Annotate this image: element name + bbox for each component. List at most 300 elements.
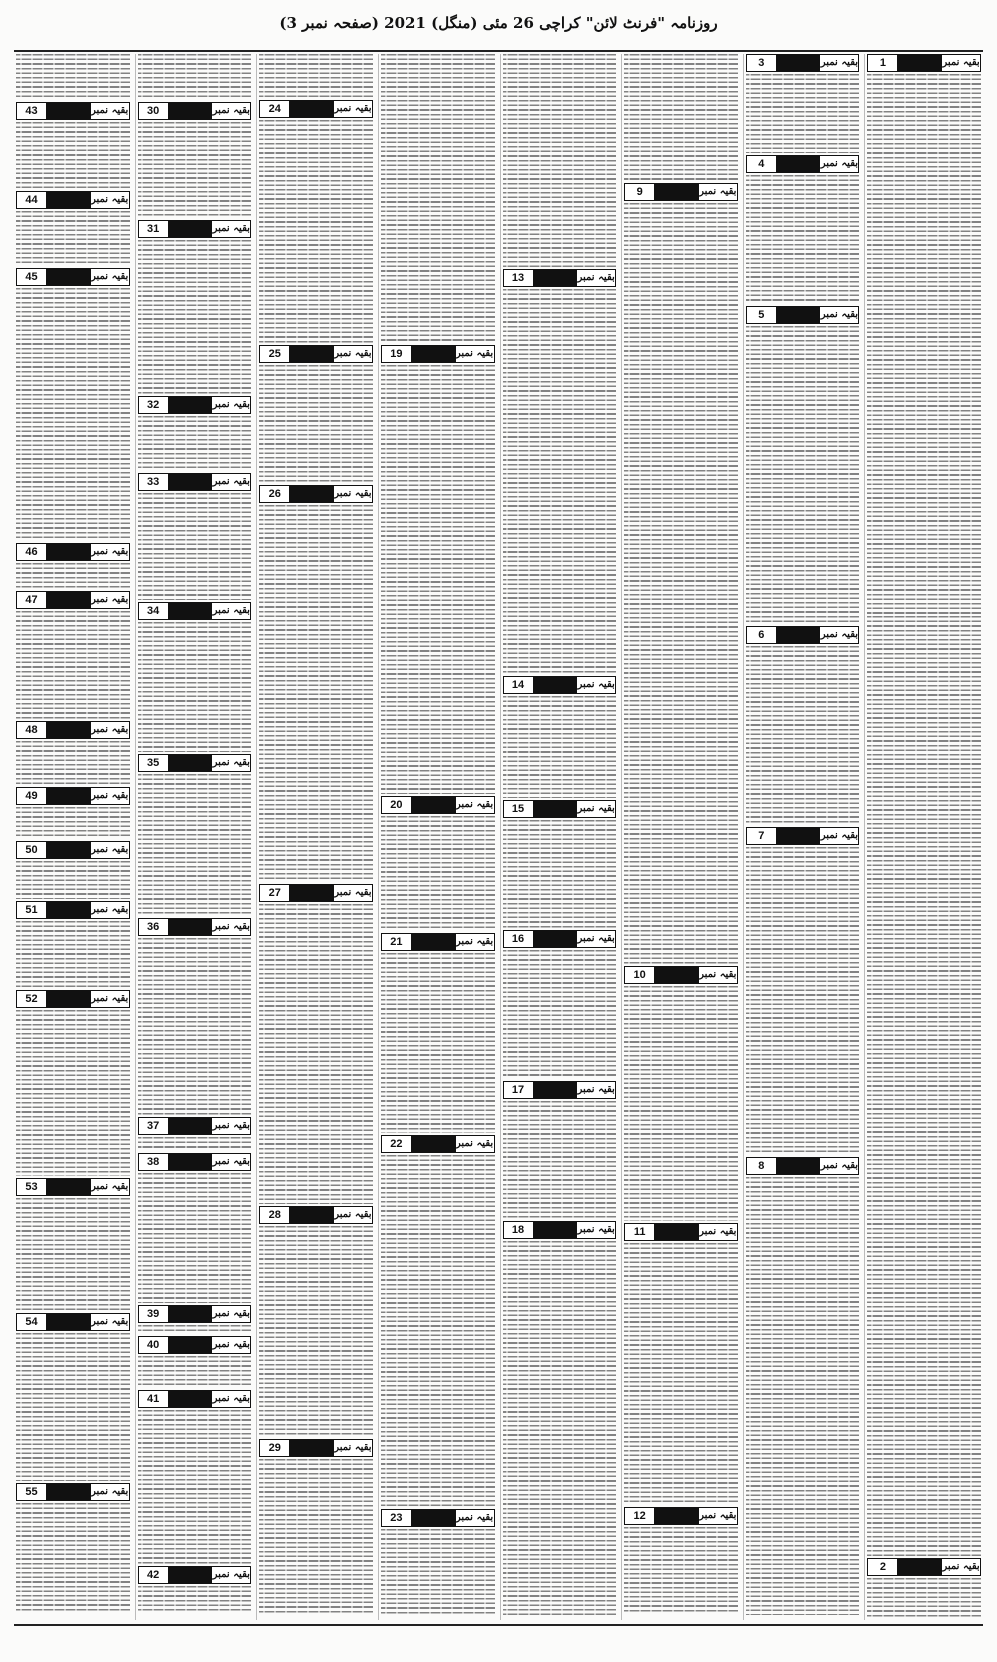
header-black-bar: [168, 603, 213, 619]
header-black-bar: [654, 184, 699, 200]
continuation-header: [16, 543, 130, 561]
continuation-number: 3: [747, 55, 776, 71]
article-body-text: [624, 54, 738, 181]
header-black-bar: [168, 221, 213, 237]
header-black-bar: [776, 828, 821, 844]
header-black-bar: [533, 270, 578, 286]
continuation-label: بقیہ نمبر: [212, 221, 250, 237]
continuation-number: 36: [139, 919, 168, 935]
header-black-bar: [289, 1440, 334, 1456]
continuation-number: 43: [17, 103, 46, 119]
header-black-bar: [46, 788, 91, 804]
continuation-block-43: [16, 102, 130, 189]
continuation-block-47: [16, 591, 130, 719]
header-black-bar: [533, 1082, 578, 1098]
continuation-label: بقیہ نمبر: [91, 1314, 129, 1330]
article-body-text: [138, 1410, 252, 1564]
continuation-block-31: [138, 220, 252, 394]
header-black-bar: [776, 55, 821, 71]
continuation-block-39: [138, 1305, 252, 1334]
continuation-number: 18: [504, 1222, 533, 1238]
continuation-label: بقیہ نمبر: [91, 788, 129, 804]
continuation-number: 16: [504, 931, 533, 947]
continuation-label: بقیہ نمبر: [212, 1154, 250, 1170]
article-body-text: [867, 1578, 981, 1618]
continuation-header: [259, 485, 373, 503]
header-black-bar: [46, 269, 91, 285]
header-black-bar: [897, 1559, 942, 1575]
article-body-text: [259, 904, 373, 1204]
continuation-label: بقیہ نمبر: [456, 1136, 494, 1152]
header-black-bar: [654, 1224, 699, 1240]
continuation-block-27: [259, 884, 373, 1204]
article-body-text: [138, 1325, 252, 1334]
continuation-label: بقیہ نمبر: [91, 1179, 129, 1195]
continuation-number: 41: [139, 1391, 168, 1407]
continuation-number: 50: [17, 842, 46, 858]
column-8: [14, 54, 132, 1620]
continuation-block-1: [867, 54, 981, 614]
continuation-block-34: [138, 602, 252, 752]
continuation-header: [16, 1313, 130, 1331]
continuation-label: بقیہ نمبر: [91, 269, 129, 285]
continuation-label: بقیہ نمبر: [699, 967, 737, 983]
header-black-bar: [168, 1118, 213, 1134]
header-black-bar: [289, 346, 334, 362]
continuation-header: [138, 1117, 252, 1135]
continuation-label: بقیہ نمبر: [91, 592, 129, 608]
continuation-header: [16, 841, 130, 859]
column-7: [135, 54, 254, 1620]
continuation-number: 55: [17, 1484, 46, 1500]
continuation-block-38: [138, 1153, 252, 1303]
continuation-header: [138, 1305, 252, 1323]
continuation-header: [138, 473, 252, 491]
article-body-text: [746, 74, 860, 153]
continuation-block-24: [259, 100, 373, 343]
continuation-block-42: [138, 1566, 252, 1612]
continuation-label: بقیہ نمبر: [577, 801, 615, 817]
continuation-block-3: [746, 54, 860, 153]
article-body-text: [16, 563, 130, 589]
continuation-label: بقیہ نمبر: [456, 934, 494, 950]
continuation-block-25: [259, 345, 373, 483]
continuation-header: [16, 787, 130, 805]
continuation-number: 19: [382, 346, 411, 362]
continuation-block-6: [746, 626, 860, 825]
article-body-text: [259, 1459, 373, 1615]
continuation-number: 38: [139, 1154, 168, 1170]
continuation-number: 51: [17, 902, 46, 918]
continuation-header: [259, 1439, 373, 1457]
column-4: [500, 54, 619, 1620]
continuation-label: بقیہ نمبر: [334, 1440, 372, 1456]
article-body-text: [624, 986, 738, 1221]
continuation-number: 11: [625, 1224, 654, 1240]
continuation-number: 49: [17, 788, 46, 804]
continuation-block-55: [16, 1483, 130, 1611]
article-body-text: [16, 288, 130, 541]
continuation-block-4: [746, 155, 860, 304]
continuation-header: [503, 1221, 617, 1239]
header-black-bar: [411, 1136, 456, 1152]
column-3: [621, 54, 740, 1620]
continuation-block-46: [16, 543, 130, 589]
continuation-block-22: [381, 1135, 495, 1507]
continuation-number: 15: [504, 801, 533, 817]
continuation-block-17: [503, 1081, 617, 1219]
article-body-text: [503, 289, 617, 674]
header-black-bar: [776, 156, 821, 172]
article-body-text: [259, 54, 373, 98]
continuation-label: بقیہ نمبر: [699, 1224, 737, 1240]
article-body-text: [16, 807, 130, 839]
continuation-label: بقیہ نمبر: [577, 931, 615, 947]
header-black-bar: [168, 1337, 213, 1353]
article-body-text: [381, 365, 495, 794]
continuation-block-10: [624, 966, 738, 1221]
continuation-label: بقیہ نمبر: [212, 103, 250, 119]
header-black-bar: [46, 902, 91, 918]
header-black-bar: [168, 397, 213, 413]
header-black-bar: [533, 1222, 578, 1238]
continuation-block-53: [16, 1178, 130, 1311]
continuation-number: 10: [625, 967, 654, 983]
header-black-bar: [776, 1158, 821, 1174]
continuation-label: بقیہ نمبر: [820, 307, 858, 323]
continuation-block-14: [503, 676, 617, 798]
continuation-number: 7: [747, 828, 776, 844]
header-black-bar: [654, 967, 699, 983]
continuation-label: بقیہ نمبر: [334, 1207, 372, 1223]
continuation-block-26: [259, 485, 373, 882]
continuation-label: بقیہ نمبر: [212, 1306, 250, 1322]
continuation-header: [16, 268, 130, 286]
continued-text-block: [259, 54, 373, 98]
continuation-header: [503, 800, 617, 818]
continuation-header: [16, 721, 130, 739]
continuation-header: [138, 754, 252, 772]
continuation-header: [16, 1178, 130, 1196]
continuation-label: بقیہ نمبر: [91, 1484, 129, 1500]
continuation-number: 28: [260, 1207, 289, 1223]
article-body-text: [16, 1198, 130, 1311]
continuation-number: 17: [504, 1082, 533, 1098]
continuation-block-44: [16, 191, 130, 266]
continuation-header: [138, 1566, 252, 1584]
article-body-text: [16, 611, 130, 719]
continuation-number: 22: [382, 1136, 411, 1152]
continuation-number: 1: [868, 55, 897, 71]
continuation-number: 29: [260, 1440, 289, 1456]
article-body-text: [16, 54, 130, 100]
continuation-block-52: [16, 990, 130, 1176]
header-black-bar: [168, 1567, 213, 1583]
continuation-number: 54: [17, 1314, 46, 1330]
header-black-bar: [46, 1314, 91, 1330]
column-2: [743, 54, 862, 1620]
continuation-header: [746, 626, 860, 644]
continuation-number: 21: [382, 934, 411, 950]
continuation-label: بقیہ نمبر: [91, 103, 129, 119]
continuation-header: [138, 102, 252, 120]
article-body-text: [138, 54, 252, 100]
article-body-text: [16, 921, 130, 988]
continuation-header: [16, 191, 130, 209]
continuation-number: 25: [260, 346, 289, 362]
header-black-bar: [168, 103, 213, 119]
continuation-block-35: [138, 754, 252, 916]
continuation-header: [381, 796, 495, 814]
continuation-header: [259, 100, 373, 118]
continuation-block-30: [138, 102, 252, 218]
column-5: [378, 54, 497, 1620]
continuation-header: [746, 155, 860, 173]
continuation-block-19: [381, 345, 495, 794]
article-body-text: [138, 938, 252, 1115]
columns-container: [14, 54, 983, 1620]
continuation-block-16: [503, 930, 617, 1079]
continuation-number: 2: [868, 1559, 897, 1575]
article-body-text: [746, 1177, 860, 1615]
header-black-bar: [411, 1510, 456, 1526]
continuation-block-7: [746, 827, 860, 1155]
article-body-text: [16, 861, 130, 899]
continuation-label: بقیہ نمبر: [456, 1510, 494, 1526]
article-body-text: [259, 1226, 373, 1437]
continuation-number: 32: [139, 397, 168, 413]
continuation-number: 13: [504, 270, 533, 286]
continuation-block-23: [381, 1509, 495, 1615]
continuation-header: [503, 930, 617, 948]
header-black-bar: [897, 55, 942, 71]
article-body-text: [867, 74, 981, 614]
article-body-text: [138, 1173, 252, 1303]
header-black-bar: [168, 474, 213, 490]
continuation-header: [138, 1390, 252, 1408]
continuation-block-18: [503, 1221, 617, 1615]
continuation-label: بقیہ نمبر: [456, 346, 494, 362]
continuation-label: بقیہ نمبر: [577, 270, 615, 286]
continuation-header: [746, 306, 860, 324]
continuation-header: [381, 1135, 495, 1153]
article-body-text: [16, 1503, 130, 1611]
article-body-text: [746, 175, 860, 304]
continuation-label: بقیہ نمبر: [212, 397, 250, 413]
header-black-bar: [654, 1508, 699, 1524]
column-1: [864, 54, 983, 1620]
header-black-bar: [168, 755, 213, 771]
header-black-bar: [46, 991, 91, 1007]
continuation-header: [259, 345, 373, 363]
continuation-block-28: [259, 1206, 373, 1437]
header-black-bar: [168, 1391, 213, 1407]
continuation-number: 34: [139, 603, 168, 619]
header-black-bar: [411, 346, 456, 362]
continuation-label: بقیہ نمبر: [334, 486, 372, 502]
continuation-number: 44: [17, 192, 46, 208]
continuation-header: [259, 1206, 373, 1224]
header-black-bar: [289, 1207, 334, 1223]
continuation-label: بقیہ نمبر: [91, 902, 129, 918]
continuation-number: 35: [139, 755, 168, 771]
article-body-text: [138, 1137, 252, 1151]
continuation-label: بقیہ نمبر: [577, 1222, 615, 1238]
continuation-header: [503, 1081, 617, 1099]
article-body-text: [381, 953, 495, 1133]
continuation-header: [624, 966, 738, 984]
header-black-bar: [168, 1154, 213, 1170]
continuation-number: 6: [747, 627, 776, 643]
continuation-block-11: [624, 1223, 738, 1505]
article-body-text: [138, 416, 252, 471]
continuation-block-32: [138, 396, 252, 471]
continued-text-block: [503, 54, 617, 267]
article-body-text: [16, 211, 130, 266]
header-black-bar: [46, 544, 91, 560]
continuation-number: 23: [382, 1510, 411, 1526]
article-body-text: [138, 122, 252, 218]
continued-text-block: [16, 54, 130, 100]
continuation-block-50: [16, 841, 130, 899]
continuation-block-33: [138, 473, 252, 600]
continuation-number: 39: [139, 1306, 168, 1322]
continuation-header: [624, 1223, 738, 1241]
continuation-label: بقیہ نمبر: [334, 346, 372, 362]
article-body-text: [138, 774, 252, 916]
article-body-text: [138, 493, 252, 600]
continuation-label: بقیہ نمبر: [212, 1391, 250, 1407]
article-body-text: [503, 1101, 617, 1219]
continuation-header: [624, 183, 738, 201]
continuation-label: بقیہ نمبر: [820, 1158, 858, 1174]
article-body-text: [259, 365, 373, 483]
continuation-block-15: [503, 800, 617, 928]
article-body-text: [259, 120, 373, 343]
continuation-block-12: [624, 1507, 738, 1614]
continuation-block-54: [16, 1313, 130, 1481]
continuation-label: بقیہ نمبر: [699, 1508, 737, 1524]
article-body-text: [381, 816, 495, 931]
continuation-header: [138, 602, 252, 620]
continuation-number: 48: [17, 722, 46, 738]
continuation-label: بقیہ نمبر: [942, 55, 980, 71]
continuation-number: 30: [139, 103, 168, 119]
continuation-label: بقیہ نمبر: [91, 192, 129, 208]
continuation-block-51: [16, 901, 130, 988]
continuation-label: بقیہ نمبر: [942, 1559, 980, 1575]
continuation-header: [867, 54, 981, 72]
continuation-number: 27: [260, 885, 289, 901]
continuation-header: [16, 990, 130, 1008]
continuation-label: بقیہ نمبر: [212, 1337, 250, 1353]
continuation-label: بقیہ نمبر: [699, 184, 737, 200]
continuation-number: 12: [625, 1508, 654, 1524]
continuation-block-41: [138, 1390, 252, 1564]
bottom-rule: [14, 1624, 983, 1626]
article-body-text: [259, 505, 373, 882]
continuation-block-37: [138, 1117, 252, 1151]
continuation-label: بقیہ نمبر: [91, 544, 129, 560]
continuation-header: [138, 1336, 252, 1354]
header-black-bar: [533, 801, 578, 817]
continuation-label: بقیہ نمبر: [212, 919, 250, 935]
continuation-header: [16, 901, 130, 919]
continuation-number: 47: [17, 592, 46, 608]
continuation-label: بقیہ نمبر: [212, 474, 250, 490]
header-black-bar: [533, 677, 578, 693]
continued-text-block: [381, 54, 495, 343]
continuation-header: [138, 220, 252, 238]
continuation-block-8: [746, 1157, 860, 1615]
column-6: [256, 54, 375, 1620]
header-black-bar: [168, 919, 213, 935]
continuation-number: 8: [747, 1158, 776, 1174]
header-black-bar: [289, 101, 334, 117]
header-black-bar: [776, 307, 821, 323]
continuation-header: [746, 54, 860, 72]
article-body-text: [138, 240, 252, 394]
continuation-number: 40: [139, 1337, 168, 1353]
continuation-header: [503, 269, 617, 287]
article-body-text: [381, 54, 495, 343]
continuation-label: بقیہ نمبر: [91, 842, 129, 858]
continuation-label: بقیہ نمبر: [212, 603, 250, 619]
header-black-bar: [46, 592, 91, 608]
continuation-label: بقیہ نمبر: [577, 1082, 615, 1098]
continuation-block-36: [138, 918, 252, 1115]
continuation-number: 9: [625, 184, 654, 200]
header-black-bar: [533, 931, 578, 947]
header-black-bar: [289, 885, 334, 901]
continuation-block-20: [381, 796, 495, 931]
continuation-header: [16, 591, 130, 609]
article-body-text: [624, 1527, 738, 1614]
article-body-text: [746, 646, 860, 825]
article-body-text: [867, 616, 981, 1556]
article-body-text: [503, 54, 617, 267]
continuation-number: 26: [260, 486, 289, 502]
header-black-bar: [46, 192, 91, 208]
continuation-block-2: [867, 1558, 981, 1618]
header-black-bar: [168, 1306, 213, 1322]
continuation-block-9: [624, 183, 738, 964]
continuation-label: بقیہ نمبر: [820, 627, 858, 643]
continuation-label: بقیہ نمبر: [91, 722, 129, 738]
article-body-text: [503, 1241, 617, 1615]
continuation-number: 4: [747, 156, 776, 172]
continuation-header: [381, 933, 495, 951]
continuation-header: [503, 676, 617, 694]
continuation-number: 31: [139, 221, 168, 237]
continuation-header: [381, 345, 495, 363]
article-body-text: [381, 1155, 495, 1507]
continuation-header: [867, 1558, 981, 1576]
continuation-header: [16, 1483, 130, 1501]
header-black-bar: [411, 934, 456, 950]
continuation-header: [624, 1507, 738, 1525]
header-black-bar: [46, 842, 91, 858]
continuation-block-29: [259, 1439, 373, 1615]
continued-text-block: [138, 54, 252, 100]
article-body-text: [746, 326, 860, 624]
continuation-number: 33: [139, 474, 168, 490]
continuation-number: 14: [504, 677, 533, 693]
continuation-number: 24: [260, 101, 289, 117]
continuation-header: [16, 102, 130, 120]
header-black-bar: [776, 627, 821, 643]
article-body-text: [503, 696, 617, 798]
